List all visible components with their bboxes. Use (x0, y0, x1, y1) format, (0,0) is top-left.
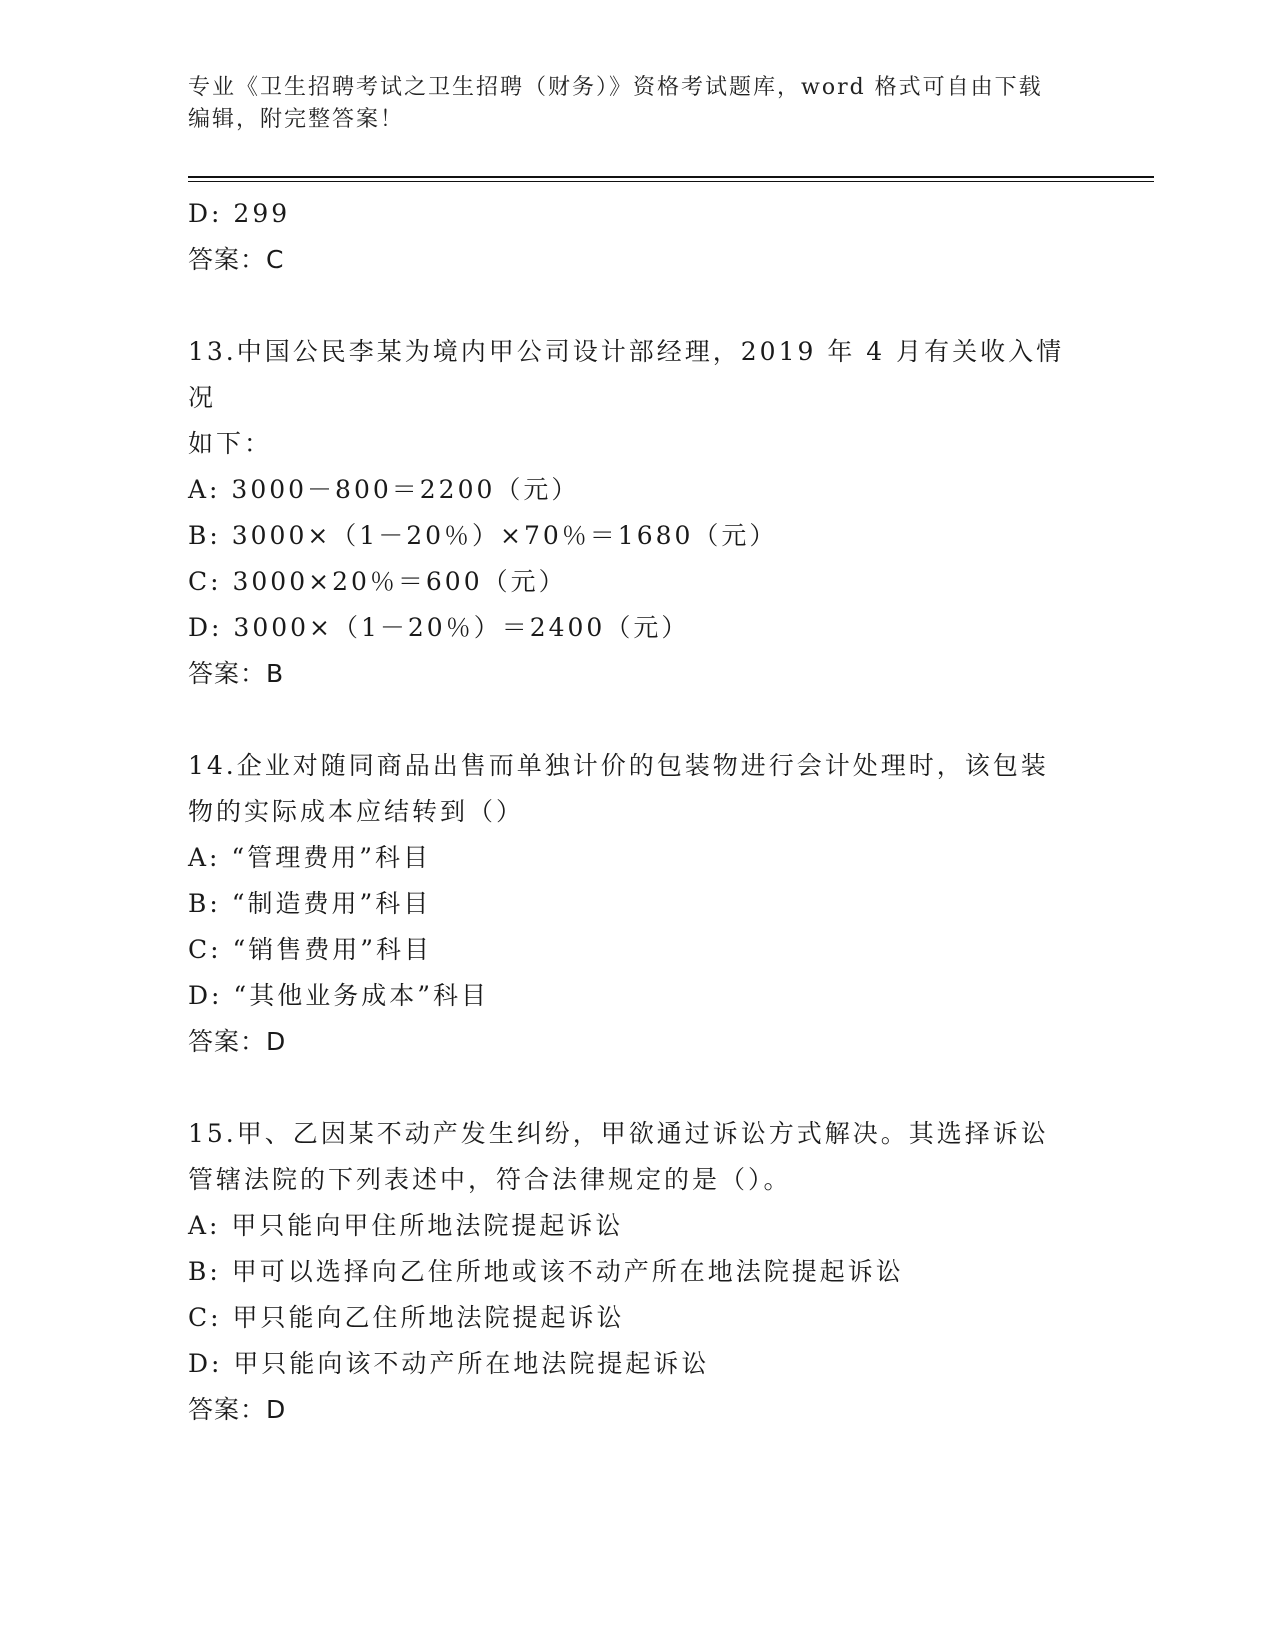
header-line-2: 编辑，附完整答案！ (188, 107, 405, 132)
question-stem: 15.甲、乙因某不动产发生纠纷，甲欲通过诉讼方式解决。其选择诉讼 (188, 1119, 1049, 1148)
option-c: C: 甲只能向乙住所地法院提起诉讼 (188, 1303, 625, 1332)
option-b: B: 甲可以选择向乙住所地或该不动产所在地法院提起诉讼 (188, 1257, 904, 1286)
option-b: B: 3000×（1－20％）×70％＝1680（元） (188, 521, 778, 550)
answer-line: 答案：D (188, 1395, 287, 1424)
option-d: D: 3000×（1－20％）＝2400（元） (188, 613, 690, 642)
question-stem: 14.企业对随同商品出售而单独计价的包装物进行会计处理时，该包装 (188, 751, 1049, 780)
question-stem-continued: 物的实际成本应结转到（） (188, 797, 525, 826)
header-line-1: 专业《卫生招聘考试之卫生招聘（财务）》资格考试题库，word 格式可自由下载 (188, 75, 1043, 100)
answer-line: 答案：C (188, 245, 285, 274)
option-d: D: 甲只能向该不动产所在地法院提起诉讼 (188, 1349, 710, 1378)
option-a: A: “管理费用”科目 (188, 843, 431, 872)
option-a: A: 甲只能向甲住所地法院提起诉讼 (188, 1211, 624, 1240)
option-d: D: 299 (188, 199, 291, 228)
document-header (188, 72, 1088, 136)
option-c: C: “销售费用”科目 (188, 935, 433, 964)
question-12-tail (188, 191, 1088, 283)
question-spacer (188, 697, 1088, 743)
question-spacer (188, 283, 1088, 329)
option-c: C: 3000×20％＝600（元） (188, 567, 567, 596)
question-14 (188, 743, 1088, 1065)
question-stem-continued: 管辖法院的下列表述中，符合法律规定的是（）。 (188, 1165, 792, 1194)
option-d: D: “其他业务成本”科目 (188, 981, 489, 1010)
header-rule-thin (188, 181, 1154, 182)
answer-line: 答案：D (188, 1027, 287, 1056)
question-stem-continued: 如下： (188, 429, 273, 458)
option-b: B: “制造费用”科目 (188, 889, 432, 918)
question-15 (188, 1111, 1088, 1433)
question-spacer (188, 1065, 1088, 1111)
question-13 (188, 329, 1088, 697)
document-body (188, 191, 1088, 1433)
answer-line: 答案：B (188, 659, 285, 688)
option-a: A: 3000－800＝2200（元） (188, 475, 580, 504)
header-rule-thick (188, 176, 1154, 178)
question-stem: 13.中国公民李某为境内甲公司设计部经理，2019 年 4 月有关收入情况 (188, 337, 1065, 412)
